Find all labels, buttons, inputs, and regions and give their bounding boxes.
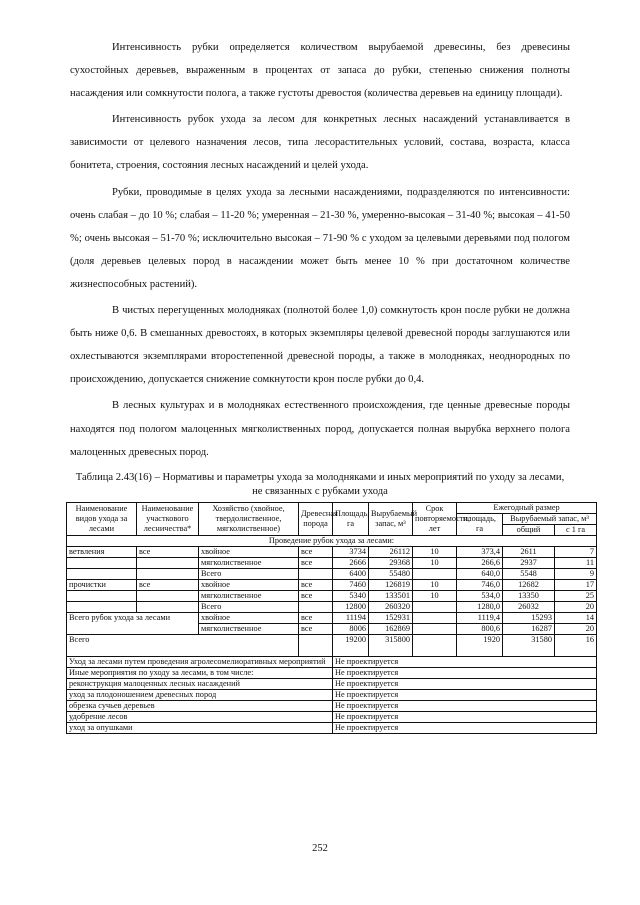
cell-annual-total: 26032 [503,601,555,612]
header-kind: Наименование видов ухода за лесами [67,502,137,535]
table-row [67,557,597,568]
other-value: Не проектируется [333,700,597,711]
cell-period [413,601,457,612]
cell-annual-per-ha: 14 [555,612,597,623]
cell-farm: хвойное [199,579,299,590]
cell-kind [67,601,137,612]
cell-farm: Всего [199,568,299,579]
table-row [67,601,597,612]
other-row [67,678,597,689]
cell-annual-per-ha: 20 [555,623,597,634]
page-content [69,36,595,734]
cell-annual-total: 2937 [503,557,555,568]
header-annual: Ежегодный размер [457,502,597,513]
cell-stock: 315800 [369,634,413,656]
cell-annual-total: 16287 [503,623,555,634]
cell-area: 6400 [333,568,369,579]
paragraph: В лесных культурах и в молодняках естественного происхождения, где ценные древесные породы находятся под пологом малоценных мягколиственных пород, допускается полная вырубка верхнего полога малоценных древесных пород. [70,400,570,458]
header-area: Площадь, га [333,502,369,535]
cell-period: 10 [413,557,457,568]
cell-species: все [299,590,333,601]
cell-farm: мягколиственное [199,623,299,634]
cell-annual-area: 266,6 [457,557,503,568]
cell-forestry: все [137,546,199,557]
paragraph: Интенсивность рубки определяется количеством вырубаемой древесины, без древесины сухостойных деревьев, выраженным в процентах от запаса до рубки, степенью снижения полноты насаждения или сомкнутости полога, а также густоты древостоя (количества деревьев на единицу площади). [70,42,570,100]
other-label: обрезка сучьев деревьев [67,700,333,711]
cell-farm: Всего [199,601,299,612]
cell-farm: хвойное [199,612,299,623]
table-row [67,579,597,590]
other-value: Не проектируется [333,689,597,700]
paragraph: Рубки, проводимые в целях ухода за лесными насаждениями, подразделяются по интенсивности: очень слабая – до 10 %; слабая – 11-20 %; умеренная – 21-30 %, умеренно-высокая – 31-40 %; высокая – 41-50 %; очень высокая – 51-70 %; исключительно высокая – 71-90 % с уходом за целевыми деревьями под пологом (доля деревьев целевых пород в насаждении может быть менее 10 % при достаточном количестве жизнеспособных растений). [70,186,570,290]
cell-period [413,568,457,579]
other-label: уход за плодоношением древесных пород [67,689,333,700]
table-row [67,546,597,557]
cell-annual-area: 800,6 [457,623,503,634]
cell-annual-per-ha: 20 [555,601,597,612]
cell-stock: 162869 [369,623,413,634]
table-caption: Таблица 2.43(16) – Нормативы и параметры ухода за молодняками и иных мероприятий по уходу за лесами, не связанных с рубками ухода [75,471,565,497]
other-row [67,711,597,722]
other-label: Уход за лесами путем проведения агролесомелиоративных мероприятий [67,656,333,667]
cell-annual-area: 640,0 [457,568,503,579]
cell-area: 3734 [333,546,369,557]
cell-farm: хвойное [199,546,299,557]
cell-stock: 29368 [369,557,413,568]
cell-kind [67,557,137,568]
cell-forestry [137,601,199,612]
other-value: Не проектируется [333,722,597,733]
header-species: Древесная порода [299,502,333,535]
cell-forestry [137,568,199,579]
other-value: Не проектируется [333,711,597,722]
cell-annual-per-ha: 17 [555,579,597,590]
cell-period: 10 [413,579,457,590]
page-number: 252 [312,843,328,854]
header-stock: Вырубаемый запас, м³ [369,502,413,535]
other-row [67,667,597,678]
cell-annual-area: 1119,4 [457,612,503,623]
grand-total-row [67,634,597,656]
cell-farm: мягколиственное [199,557,299,568]
cell-annual-per-ha: 25 [555,590,597,601]
cell-stock: 126819 [369,579,413,590]
cell-kind [67,568,137,579]
cell-area: 8006 [333,623,369,634]
cell-area: 7460 [333,579,369,590]
cell-species: все [299,612,333,623]
cell-annual-total: 15293 [503,612,555,623]
cell-area: 12800 [333,601,369,612]
cell-farm: мягколиственное [199,590,299,601]
cell-forestry: все [137,579,199,590]
header-total: общий [503,524,555,535]
cell-annual-total: 12682 [503,579,555,590]
cell-area: 19200 [333,634,369,656]
cell-period [413,623,457,634]
header-annual-cut: Вырубаемый запас, м³ [503,513,597,524]
other-label: удобрение лесов [67,711,333,722]
total-row [67,612,597,623]
cell-annual-area: 746,0 [457,579,503,590]
header-forestry: Наименование участкового лесничества* [137,502,199,535]
cell-annual-per-ha: 7 [555,546,597,557]
paragraph: В чистых перегущенных молодняках (полнотой более 1,0) сомкнутость крон после рубки не должна быть ниже 0,6. В смешанных древостоях, в которых экземпляры целевой древесной породы заглушаются или охлестываются экземплярами второстепенной древесной породы, а также в молодняках, неоднородных по происхождению, допускается снижение сомкнутости крон после рубки до 0,4. [70,305,570,386]
norms-table [66,502,597,734]
cell-species: все [299,557,333,568]
cell-stock: 133501 [369,590,413,601]
section-row [67,535,597,546]
cell-period [413,634,457,656]
other-row [67,722,597,733]
table-row [67,568,597,579]
other-label: уход за опушками [67,722,333,733]
cell-area: 11194 [333,612,369,623]
cell-stock: 55480 [369,568,413,579]
cell-annual-per-ha: 16 [555,634,597,656]
other-row [67,700,597,711]
cell-kind [67,590,137,601]
cell-kind: ветвления [67,546,137,557]
total-rubok-label: Всего рубок ухода за лесами [67,612,199,634]
cell-annual-area: 1280,0 [457,601,503,612]
cell-stock: 26112 [369,546,413,557]
grand-total-label: Всего [67,634,299,656]
paragraph: Интенсивность рубок ухода за лесом для конкретных лесных насаждений устанавливается в зависимости от целевого назначения лесов, типа лесорастительных условий, состава, возраста, класса бонитета, строения, состояния лесных насаждений и целей ухода. [70,114,570,172]
cell-forestry [137,590,199,601]
cell-species: все [299,623,333,634]
table-row [67,590,597,601]
cell-species [299,568,333,579]
cell-annual-total: 13350 [503,590,555,601]
header-period: Срок повторяемости, лет [413,502,457,535]
cell-annual-total: 31580 [503,634,555,656]
other-row [67,656,597,667]
cell-species [299,601,333,612]
cell-area: 5340 [333,590,369,601]
cell-annual-area: 1920 [457,634,503,656]
other-value: Не проектируется [333,678,597,689]
cell-area: 2666 [333,557,369,568]
other-label: Иные мероприятия по уходу за лесами, в том числе: [67,667,333,678]
cell-annual-total: 2611 [503,546,555,557]
header-row [67,502,597,513]
other-label: реконструкция малоценных лесных насаждений [67,678,333,689]
cell-species [299,634,333,656]
cell-species: все [299,579,333,590]
other-value: Не проектируется [333,656,597,667]
cell-species: все [299,546,333,557]
cell-annual-area: 534,0 [457,590,503,601]
cell-stock: 260320 [369,601,413,612]
cell-annual-area: 373,4 [457,546,503,557]
other-value: Не проектируется [333,667,597,678]
cell-period: 10 [413,590,457,601]
other-row [67,689,597,700]
header-annual-area: площадь, га [457,513,503,535]
header-farm: Хозяйство (хвойное, твердолиственное, мягколиственное) [199,502,299,535]
cell-period [413,612,457,623]
cell-forestry [137,557,199,568]
cell-annual-per-ha: 11 [555,557,597,568]
cell-period: 10 [413,546,457,557]
cell-annual-per-ha: 9 [555,568,597,579]
section-title: Проведение рубок ухода за лесами: [67,535,597,546]
header-per-ha: с 1 га [555,524,597,535]
cell-annual-total: 5548 [503,568,555,579]
cell-kind: прочистки [67,579,137,590]
cell-stock: 152931 [369,612,413,623]
